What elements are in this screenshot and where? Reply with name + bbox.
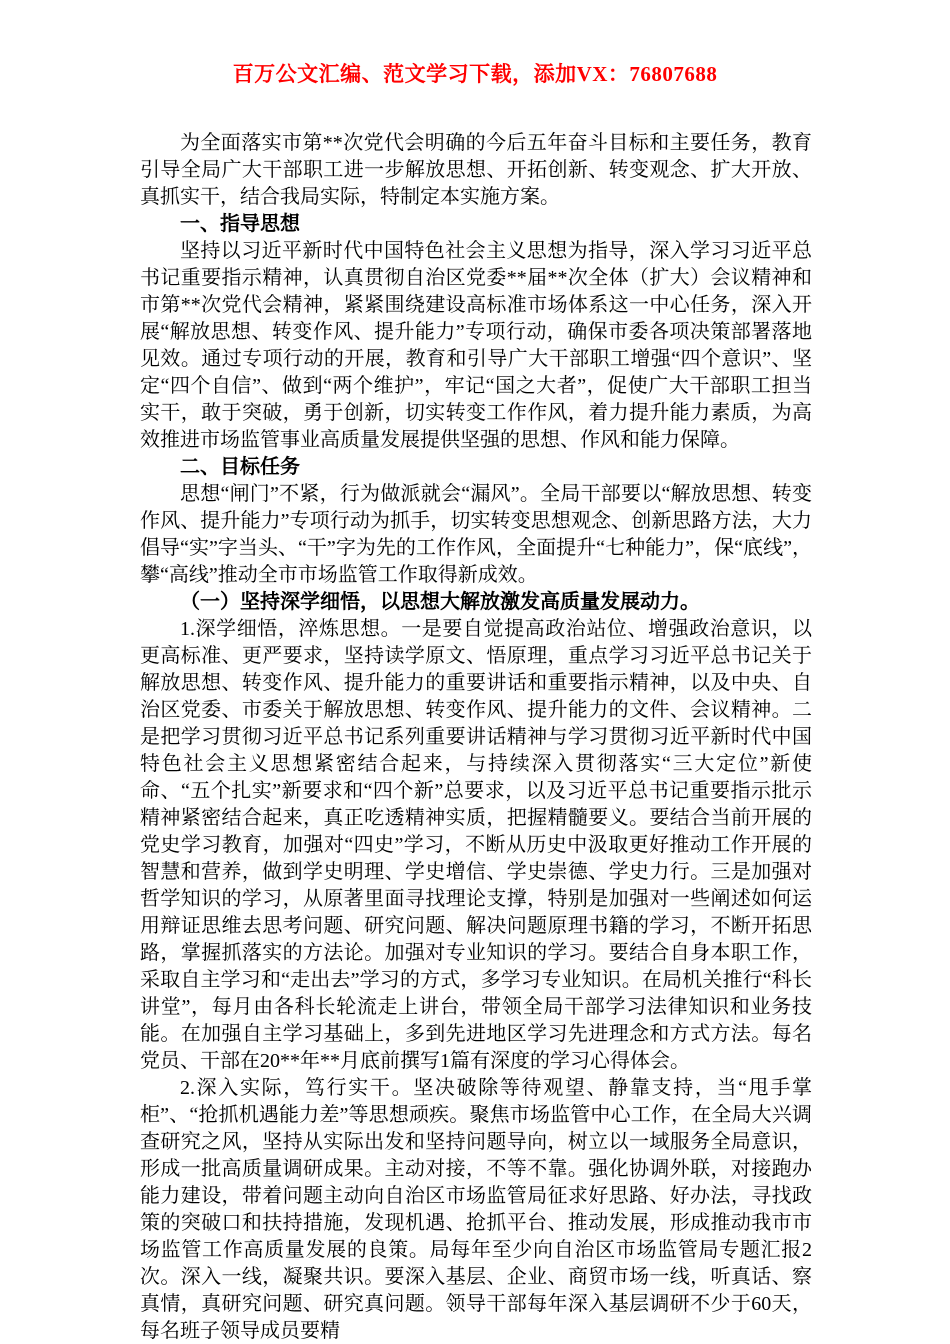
paragraph-point-1-deep-study: 1.深学细悟，淬炼思想。一是要自觉提高政治站位、增强政治意识，以更高标准、更严要求，坚持读学原文、悟原理，重点学习习近平总书记关于解放思想、转变作风、提升能力的重要讲话和重要指示精神，以及中央、自治区党委、市委关于解放思想、转变作风、提升能力的文件、会议精神。二是把学习贯彻习近平总书记系列重要讲话精神与学习贯彻习近平新时代中国特色社会主义思想紧密结合起来，与持续深入贯彻落实“三大定位”新使命、“五个扎实”新要求和“四个新”总要求，以及习近平总书记重要指示批示精神紧密结合起来，真正吃透精神实质，把握精髓要义。要结合当前开展的党史学习教育，加强对“四史”学习，不断从历史中汲取更好推动工作开展的智慧和营养，做到学史明理、学史增信、学史崇德、学史力行。三是加强对哲学知识的学习，从原著里面寻找理论支撑，特别是加强对一些阐述如何运用辩证思维去思考问题、研究问题、解决问题原理书籍的学习，不断开拓思路，掌握抓落实的方法论。加强对专业知识的学习。要结合自身本职工作，采取自主学习和“走出去”学习的方式，多学习专业知识。在局机关推行“科长讲堂”，每月由各科长轮流走上讲台，带领全局干部学习法律知识和业务技能。在加强自主学习基础上，多到先进地区学习先进理念和方式方法。每名党员、干部在20**年**月底前撰写1篇有深度的学习心得体会。 [140, 618, 812, 1072]
paragraph-guiding-ideology: 坚持以习近平新时代中国特色社会主义思想为指导，深入学习习近平总书记重要指示精神，认真贯彻自治区党委**届**次全体（扩大）会议精神和市第**次党代会精神，紧紧围绕建设高标准市场体系这一中心任务，深入开展“解放思想、转变作风、提升能力”专项行动，确保市委各项决策部署落地见效。通过专项行动的开展，教育和引导广大干部职工增强“四个意识”、坚定“四个自信”、做到“两个维护”，牢记“国之大者”，促使广大干部职工担当实干，敢于突破，勇于创新，切实转变工作作风，着力提升能力素质，为高效推进市场监管事业高质量发展提供坚强的思想、作风和能力保障。 [140, 240, 812, 451]
paragraph-goals-tasks: 思想“闸门”不紧，行为做派就会“漏风”。全局干部要以“解放思想、转变作风、提升能力”专项行动为抓手，切实转变思想观念、创新思路方法，大力倡导“实”字当头、“干”字为先的工作作风，全面提升“七种能力”，保“底线”，攀“高线”推动全市市场监管工作取得新成效。 [140, 483, 812, 586]
document-body [140, 130, 812, 1344]
subsection-heading-deep-study: （一）坚持深学细悟，以思想大解放激发高质量发展动力。 [180, 591, 700, 613]
paragraph-intro: 为全面落实市第**次党代会明确的今后五年奋斗目标和主要任务，教育引导全局广大干部职工进一步解放思想、开拓创新、转变观念、扩大开放、真抓实干，结合我局实际，特制定本实施方案。 [140, 132, 812, 208]
paragraph-point-2-practical-work: 2.深入实际，笃行实干。坚决破除等待观望、静靠支持，当“甩手掌柜”、“抢抓机遇能力差”等思想顽疾。聚焦市场监管中心工作，在全局大兴调查研究之风，坚持从实际出发和坚持问题导向，树立以一域服务全局意识，形成一批高质量调研成果。主动对接，不等不靠。强化协调外联，对接跑办能力建设，带着问题主动向自治区市场监管局征求好思路、好办法，寻找政策的突破口和扶持措施，发现机遇、抢抓平台、推动发展，形成推动我市市场监管工作高质量发展的良策。局每年至少向自治区市场监管局专题汇报2次。深入一线，凝聚共识。要深入基层、企业、商贸市场一线，听真话、察真情，真研究问题、研究真问题。领导干部每年深入基层调研不少于60天，每名班子领导成员要精 [140, 1077, 812, 1342]
header-notice: 百万公文汇编、范文学习下载，添加VX：76807688 [232, 62, 718, 86]
section-heading-guiding-ideology: 一、指导思想 [180, 213, 300, 235]
section-heading-goals-tasks: 二、目标任务 [180, 456, 300, 478]
